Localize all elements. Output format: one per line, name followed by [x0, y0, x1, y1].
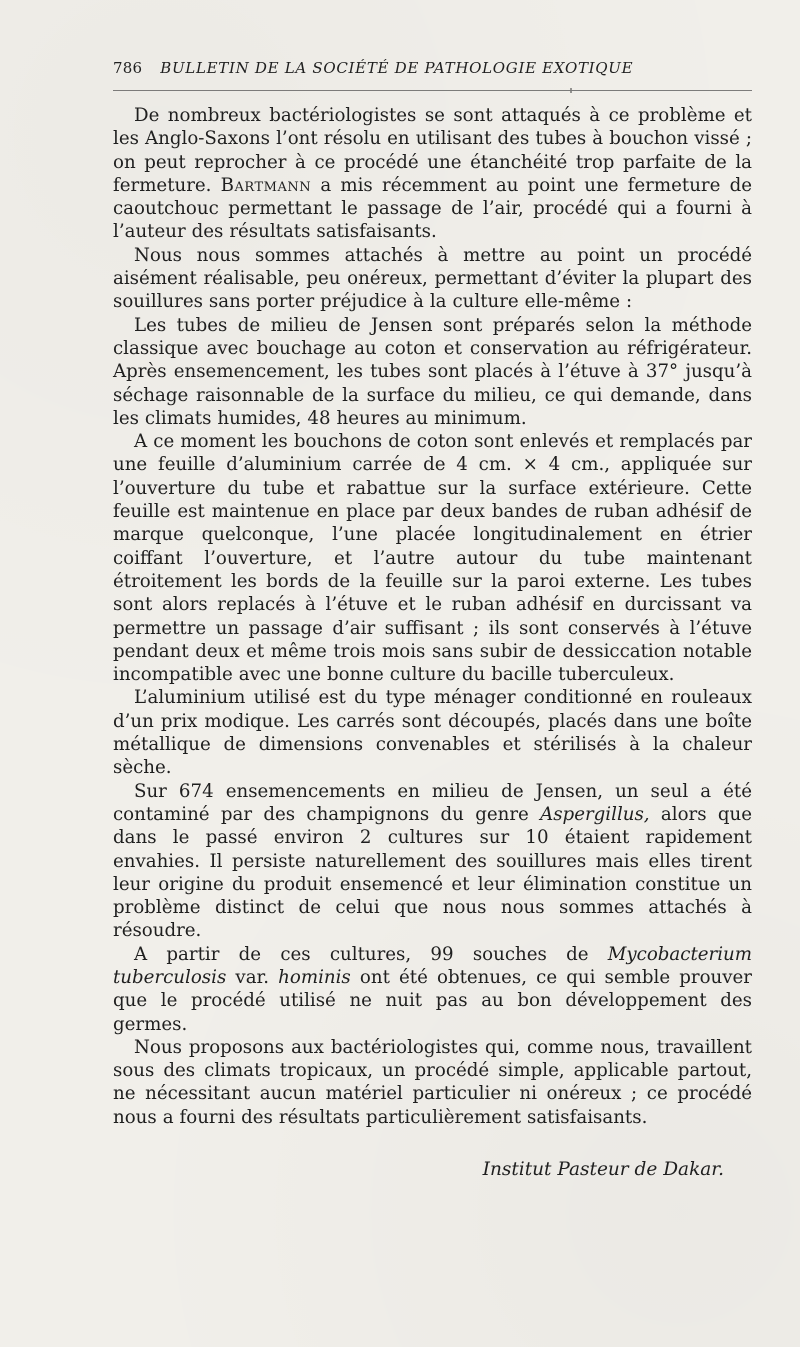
institution-signature: Institut Pasteur de Dakar. — [482, 1159, 724, 1181]
paragraph-3: Les tubes de milieu de Jensen sont préparés selon la méthode classique avec bouchage au coton et conservation au réfrigérateur. Après ensemencement, les tubes sont placés à l’étuve à 37° jusqu’à séchage raisonnable de la surface du milieu, ce qui demande, dans les climats humides, 48 heures au minimum. — [113, 314, 752, 429]
paragraph-7-text-before: A partir de ces cultures, 99 souches de — [134, 943, 608, 965]
genus-name: Aspergillus, — [540, 803, 650, 825]
paragraph-4: A ce moment les bouchons de coton sont enlevés et remplacés par une feuille d’aluminium carrée de 4 cm. × 4 cm., appliquée sur l’ouverture du tube et rabattue sur la surface extérieure. Cette feuille est maintenue en place par deux bandes de ruban adhésif de marque quelconque, l’une placée longitudinalement en étrier coiffant l’ouverture, et l’autre autour du tube maintenant étroitement les bords de la feuille sur la paroi externe. Les tubes sont alors replacés à l’étuve et le ruban adhésif en durcissant va permettre un passage d’air suffisant ; ils sont conservés à l’étuve pendant deux et même trois mois sans subir de dessiccation notable incompatible avec une bonne culture du bacille tuberculeux. — [113, 431, 752, 686]
page-number: 786 — [113, 59, 143, 77]
paragraph-6 — [113, 780, 752, 943]
paragraph-8: Nous proposons aux bactériologistes qui, comme nous, travaillent sous des climats tropicaux, un procédé simple, applicable partout, ne nécessitant aucun matériel particulier ni onéreux ; ce procédé nous a fourni des résultats particulièrement satisfaisants. — [113, 1036, 752, 1128]
variety-name: hominis — [278, 966, 351, 988]
paragraph-1-text-before: De nombreux bactériologistes se sont attaqués à ce problème et les Anglo-Saxons l’ont résolu en utilisant des tubes à bouchon vissé ; on peut reprocher à ce procédé une étanchéité trop parfaite de la fermeture. — [113, 105, 752, 196]
paragraph-5: L’aluminium utilisé est du type ménager conditionné en rouleaux d’un prix modique. Les carrés sont découpés, placés dans une boîte métallique de dimensions convenables et stérilisés à la chaleur sèche. — [113, 687, 752, 779]
paragraph-2: Nous nous sommes attachés à mettre au point un procédé aisément réalisable, peu onéreux, permettant d’éviter la plupart des souillures sans porter préjudice à la culture elle-même : — [113, 244, 752, 313]
header-rule — [113, 90, 752, 91]
paragraph-1 — [113, 104, 752, 244]
article-body — [113, 104, 752, 1129]
species-name: Mycobacterium tuberculosis — [113, 943, 752, 988]
paragraph-6-text-before: Sur 674 ensemencements en milieu de Jensen, un seul a été contaminé par des champignons du genre — [113, 780, 752, 825]
paragraph-1-text-after: a mis récemment au point une fermeture de caoutchouc permettant le passage de l’air, procédé qui a fourni à l’auteur des résultats satisfaisants. — [113, 174, 752, 243]
paragraph-7-text-middle: var. — [226, 966, 279, 988]
author-name: Bartmann — [220, 174, 312, 196]
paragraph-7-text-after: ont été obtenues, ce qui semble prouver que le procédé utilisé ne nuit pas au bon développement des germes. — [113, 966, 752, 1035]
page-header — [113, 54, 752, 82]
paragraph-7 — [113, 943, 752, 1036]
paragraph-6-text-after: alors que dans le passé environ 2 cultures sur 10 étaient rapidement envahies. Il persiste naturellement des souillures mais elles tirent leur origine du produit ensemencé et leur élimination constitue un problème distinct de celui que nous nous sommes attachés à résoudre. — [113, 803, 752, 942]
running-title: BULLETIN DE LA SOCIÉTÉ DE PATHOLOGIE EXOTIQUE — [160, 59, 634, 77]
